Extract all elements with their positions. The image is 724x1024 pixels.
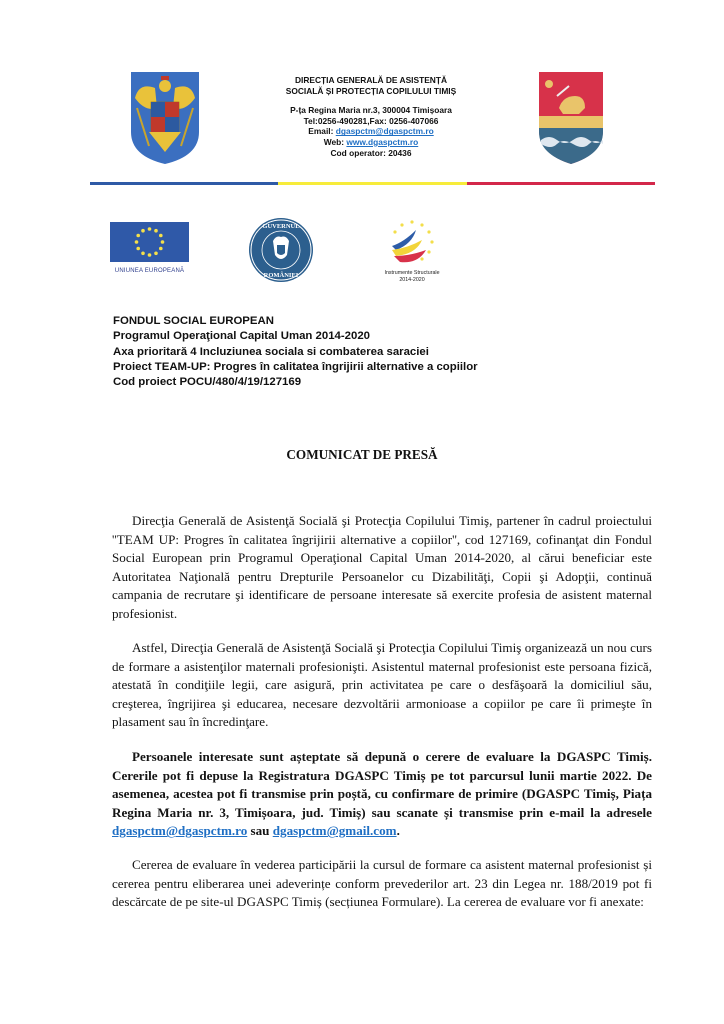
is-label-line2: 2014-2020 [399,276,425,283]
email-link[interactable]: dgaspctm@dgaspctm.ro [335,126,434,137]
org-phone-fax: Tel:0256-490281,Fax: 0256-407066 [303,115,439,126]
org-web-row [240,137,502,148]
project-name: Proiect TEAM-UP: Progres în calitatea îngrijirii alternative a copiilor [113,360,478,373]
romania-coat-of-arms-icon [127,68,203,166]
gov-seal-bottom-text: ROMÂNIEI [263,272,299,279]
paragraph-application-info [112,748,652,841]
email-label: Email: [308,126,336,137]
gov-seal-top-text: GUVERNUL [262,223,300,230]
project-code: Cod proiect POCU/480/4/19/127169 [113,376,302,389]
project-info-block [113,314,478,390]
tricolor-red [467,182,655,185]
timis-county-coat-of-arms-icon [535,70,607,166]
page-title: COMUNICAT DE PRESĂ [286,447,438,462]
email-link-dgaspctm[interactable]: dgaspctm@dgaspctm.ro [112,823,248,839]
priority-axis: Axa prioritară 4 Incluziunea sociala si combaterea saraciei [113,345,429,358]
web-link[interactable]: www.dgaspctm.ro [346,136,419,147]
instrumente-structurale-label [368,270,456,283]
paragraph-course-description: Astfel, Direcţia Generală de Asistenţă Socială şi Protecţia Copilului Timiş organizează un nou curs de formare a asistenţilor maternali profesionişti. Asistentul maternal profesionist este persoana fizică, atestată în condiţiile legii, care asigură, prin activitatea pe care o desfăşoară la domiciliul său, creşterea, îngrijirea şi educarea, necesare dezvoltării armonioase a copiilor pe care îi primeşte în plasament sau în încredinţare. [112,640,652,730]
org-name-line2: SOCIALĂ ȘI PROTECȚIA COPILULUI TIMIȘ [285,85,457,96]
eu-label: UNIUNEA EUROPEANĂ [114,268,185,274]
paragraph-end-period: . [396,823,400,839]
org-name-line1: DIRECȚIA GENERALĂ DE ASISTENȚĂ [295,75,447,85]
org-address: P-ța Regina Maria nr.3, 300004 Timișoara [290,105,452,116]
government-of-romania-seal-icon [248,217,314,283]
fund-name: FONDUL SOCIAL EUROPEAN [113,315,274,327]
program-name: Programul Operaţional Capital Uman 2014-2020 [113,330,371,343]
tricolor-yellow [278,182,466,185]
tricolor-divider [90,182,655,185]
organization-letterhead [240,75,502,158]
eu-flag-icon [110,222,189,262]
tricolor-blue [90,182,278,185]
application-info-text: Persoanele interesate sunt așteptate să depună o cerere de evaluare la DGASPC Timiș. Cererile pot fi depuse la Registratura DGASPC Timiș pe tot parcursul lunii martie 2022. De asemenea, acestea pot fi transmise prin poștă, cu confirmare de primire (DGASPC Timiș, Piața Regina Maria nr. 3, Timișoara, jud. Timiș) sau scanate și transmise prin e-mail la adresele [112,749,652,820]
paragraph-forms-download: Cererea de evaluare în vederea participării la cursul de formare ca asistent maternal profesionist și cererea pentru eliberarea unei adeverințe conform prevederilor art. 23 din Legea nr. 188/2019 pot fi descărcate de pe site-ul DGASPC Timiș (secțiunea Formulare). La cererea de evaluare vor fi anexate: [112,857,652,910]
org-email-row [240,126,502,137]
email-separator: sau [247,823,273,839]
paragraph-intro: Direcţia Generală de Asistenţă Socială şi Protecţia Copilului Timiş, partener în cadrul proiectului ''TEAM UP: Progres în calitatea îngrijirii alternative a copiilor'', cod 127169, cofinanţat din Fondul Social European prin Programul Operaţional Capital Uman 2014-2020, al cărui beneficiar este Autoritatea Naţională pentru Drepturile Persoanelor cu Dizabilităţi, Copii şi Adopţii, continuă campania de recrutare şi identificare de persoane interesate să exercite profesia de asistent maternal profesionist. [112,513,652,621]
is-label-line1: Instrumente Structurale [384,270,440,276]
instrumente-structurale-logo-icon [382,218,442,270]
email-link-gmail[interactable]: dgaspctm@gmail.com [272,823,397,839]
org-operator-code: Cod operator: 20436 [330,147,412,158]
web-label: Web: [323,136,347,147]
